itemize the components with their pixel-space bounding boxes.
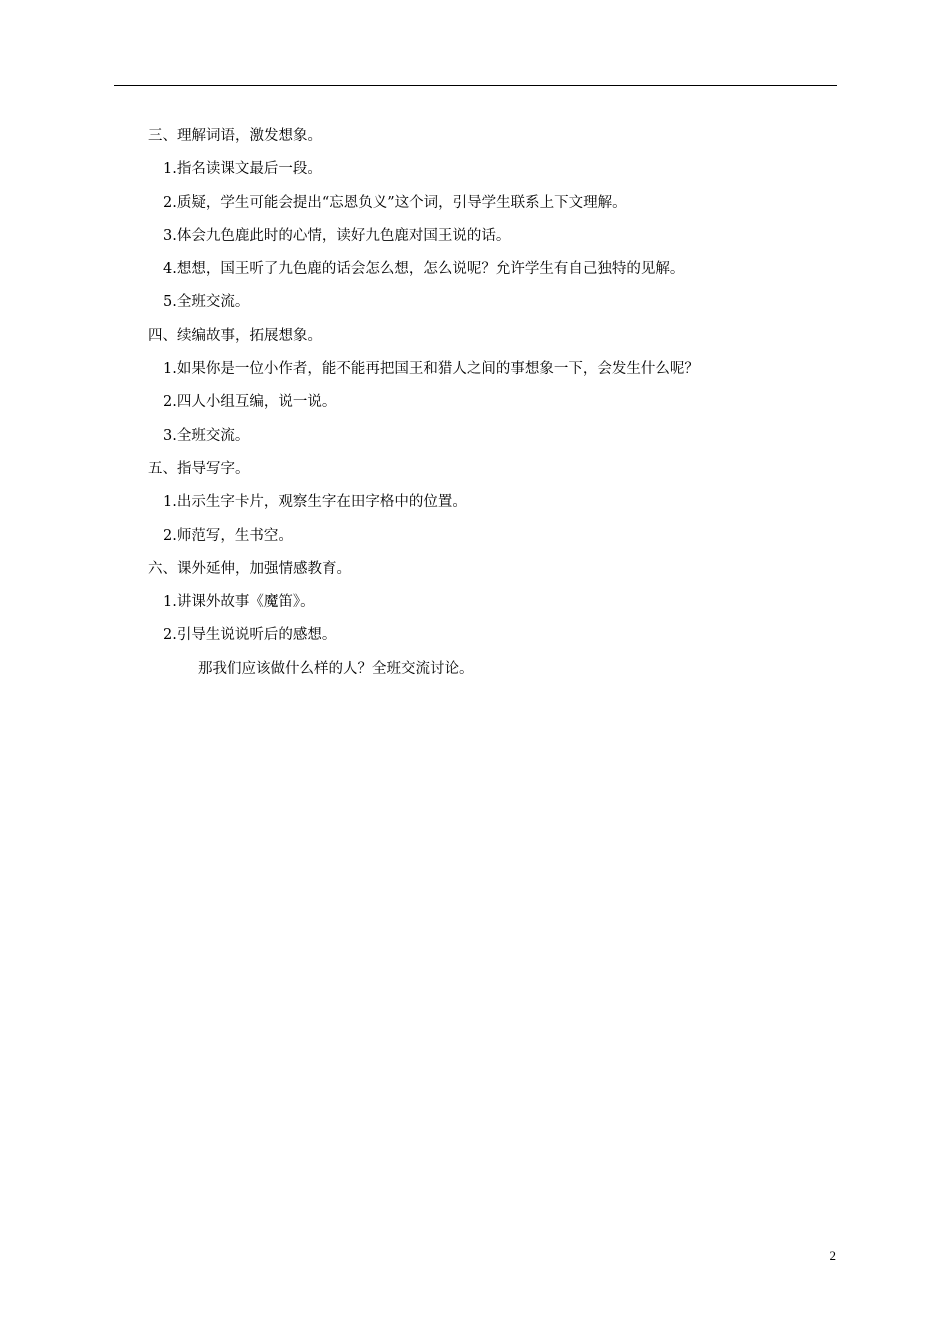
list-item: 1.指名读课文最后一段。 — [163, 161, 322, 178]
list-item: 2.师范写，生书空。 — [163, 527, 293, 544]
header-rule — [114, 85, 837, 86]
list-item: 5.全班交流。 — [163, 294, 250, 311]
document-body — [148, 120, 838, 686]
list-item: 1.如果你是一位小作者，能不能再把国王和猎人之间的事想象一下，会发生什么呢？ — [163, 361, 699, 378]
list-item: 4.想想，国王听了九色鹿的话会怎么想，怎么说呢？允许学生有自己独特的见解。 — [163, 261, 685, 278]
list-item: 3.体会九色鹿此时的心情，读好九色鹿对国王说的话。 — [163, 227, 511, 244]
section-heading: 六、课外延伸，加强情感教育。 — [148, 560, 351, 577]
section-heading: 五、指导写字。 — [148, 460, 250, 477]
list-item: 2.引导生说说听后的感想。 — [163, 627, 337, 644]
page-number: 2 — [829, 1248, 836, 1263]
list-item: 1.讲课外故事《魔笛》。 — [163, 594, 315, 611]
list-item: 3.全班交流。 — [163, 427, 250, 444]
section-heading: 四、续编故事，拓展想象。 — [148, 327, 322, 344]
list-item: 2.四人小组互编，说一说。 — [163, 394, 337, 411]
list-item: 1.出示生字卡片，观察生字在田字格中的位置。 — [163, 494, 467, 511]
paragraph: 那我们应该做什么样的人？全班交流讨论。 — [198, 660, 474, 677]
list-item: 2.质疑，学生可能会提出“忘恩负义”这个词，引导学生联系上下文理解。 — [163, 194, 627, 211]
section-heading: 三、理解词语，激发想象。 — [148, 128, 322, 144]
